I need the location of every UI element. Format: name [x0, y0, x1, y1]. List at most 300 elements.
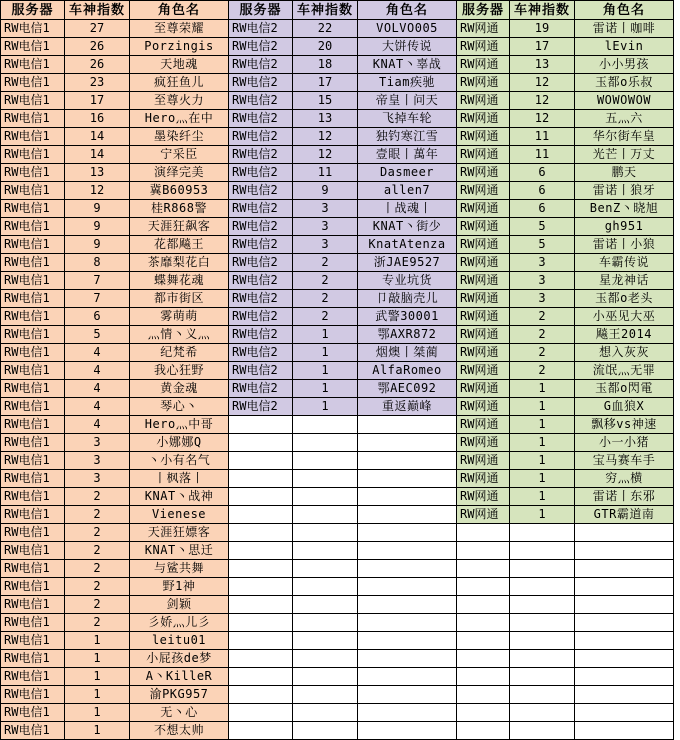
- empty-cell: [229, 542, 293, 560]
- server-cell: RW网通: [457, 362, 510, 380]
- server-cell: RW电信2: [229, 92, 293, 110]
- index-cell: 3: [293, 218, 358, 236]
- index-cell: 4: [65, 380, 130, 398]
- server-cell: RW电信1: [1, 632, 65, 650]
- server-cell: RW网通: [457, 56, 510, 74]
- index-cell: 1: [65, 722, 130, 740]
- server-cell: RW电信2: [229, 128, 293, 146]
- index-cell: 2: [65, 506, 130, 524]
- table-row: [1, 524, 674, 542]
- server-cell: RW电信1: [1, 578, 65, 596]
- empty-cell: [575, 632, 674, 650]
- table-row: [1, 326, 674, 344]
- table-row: [1, 236, 674, 254]
- index-cell: 1: [510, 488, 575, 506]
- empty-cell: [575, 524, 674, 542]
- header-server: 服务器: [457, 1, 510, 20]
- empty-cell: [358, 560, 457, 578]
- table-row: [1, 506, 674, 524]
- server-cell: RW电信2: [229, 326, 293, 344]
- empty-cell: [358, 650, 457, 668]
- table-row: [1, 452, 674, 470]
- table-row: [1, 290, 674, 308]
- empty-cell: [293, 542, 358, 560]
- name-cell: 穷灬横: [575, 470, 674, 488]
- name-cell: Hero灬中哥: [130, 416, 229, 434]
- index-cell: 3: [510, 254, 575, 272]
- empty-cell: [229, 668, 293, 686]
- empty-cell: [510, 686, 575, 704]
- table-row: [1, 596, 674, 614]
- name-cell: 雾萌萌: [130, 308, 229, 326]
- name-cell: KNAT丶战神: [130, 488, 229, 506]
- server-cell: RW电信2: [229, 308, 293, 326]
- table-row: [1, 578, 674, 596]
- table-row: [1, 128, 674, 146]
- empty-cell: [293, 650, 358, 668]
- name-cell: 飚王2014: [575, 326, 674, 344]
- empty-cell: [229, 524, 293, 542]
- server-cell: RW电信1: [1, 470, 65, 488]
- empty-cell: [229, 470, 293, 488]
- index-cell: 1: [65, 650, 130, 668]
- server-cell: RW网通: [457, 470, 510, 488]
- index-cell: 6: [510, 200, 575, 218]
- table-row: [1, 722, 674, 740]
- index-cell: 2: [293, 308, 358, 326]
- server-cell: RW电信1: [1, 506, 65, 524]
- name-cell: 丶小有名气: [130, 452, 229, 470]
- server-cell: RW电信1: [1, 164, 65, 182]
- index-cell: 1: [293, 380, 358, 398]
- name-cell: 不想太帅: [130, 722, 229, 740]
- server-cell: RW电信2: [229, 164, 293, 182]
- server-cell: RW电信1: [1, 704, 65, 722]
- index-cell: 12: [510, 74, 575, 92]
- index-cell: 17: [65, 92, 130, 110]
- name-cell: lEvin: [575, 38, 674, 56]
- server-cell: RW电信1: [1, 308, 65, 326]
- name-cell: WOWOWOW: [575, 92, 674, 110]
- empty-cell: [358, 542, 457, 560]
- empty-cell: [358, 614, 457, 632]
- table-row: [1, 704, 674, 722]
- empty-cell: [575, 614, 674, 632]
- server-cell: RW电信1: [1, 668, 65, 686]
- empty-cell: [229, 722, 293, 740]
- server-cell: RW网通: [457, 506, 510, 524]
- empty-cell: [575, 722, 674, 740]
- empty-cell: [575, 596, 674, 614]
- index-cell: 13: [65, 164, 130, 182]
- empty-cell: [293, 686, 358, 704]
- empty-cell: [293, 560, 358, 578]
- empty-cell: [229, 578, 293, 596]
- index-cell: 4: [65, 344, 130, 362]
- empty-cell: [229, 686, 293, 704]
- empty-cell: [293, 632, 358, 650]
- name-cell: leitu01: [130, 632, 229, 650]
- empty-cell: [457, 668, 510, 686]
- server-cell: RW电信1: [1, 416, 65, 434]
- index-cell: 12: [65, 182, 130, 200]
- empty-cell: [358, 434, 457, 452]
- empty-cell: [510, 668, 575, 686]
- table-row: [1, 38, 674, 56]
- name-cell: 墨染纤尘: [130, 128, 229, 146]
- empty-cell: [457, 524, 510, 542]
- name-cell: 小屁孩de梦: [130, 650, 229, 668]
- index-cell: 3: [65, 452, 130, 470]
- index-cell: 1: [293, 362, 358, 380]
- server-cell: RW电信1: [1, 542, 65, 560]
- index-cell: 1: [65, 704, 130, 722]
- server-cell: RW电信1: [1, 398, 65, 416]
- empty-cell: [575, 686, 674, 704]
- index-cell: 26: [65, 38, 130, 56]
- name-cell: 都市街区: [130, 290, 229, 308]
- table-row: [1, 164, 674, 182]
- name-cell: 至尊荣耀: [130, 20, 229, 38]
- name-cell: 星龙神话: [575, 272, 674, 290]
- empty-cell: [457, 596, 510, 614]
- server-cell: RW电信1: [1, 236, 65, 254]
- server-cell: RW电信1: [1, 722, 65, 740]
- name-cell: 小巫见大巫: [575, 308, 674, 326]
- name-cell: 茶靡梨花白: [130, 254, 229, 272]
- server-cell: RW电信1: [1, 614, 65, 632]
- index-cell: 9: [65, 218, 130, 236]
- table-row: [1, 380, 674, 398]
- server-cell: RW网通: [457, 434, 510, 452]
- index-cell: 8: [65, 254, 130, 272]
- index-cell: 3: [510, 272, 575, 290]
- index-cell: 2: [65, 524, 130, 542]
- index-cell: 2: [510, 344, 575, 362]
- name-cell: 流氓灬无罪: [575, 362, 674, 380]
- table-row: [1, 182, 674, 200]
- index-cell: 2: [65, 596, 130, 614]
- index-cell: 12: [510, 110, 575, 128]
- index-cell: 9: [293, 182, 358, 200]
- index-cell: 9: [65, 236, 130, 254]
- empty-cell: [229, 596, 293, 614]
- server-cell: RW电信2: [229, 380, 293, 398]
- index-cell: 1: [510, 398, 575, 416]
- server-cell: RW网通: [457, 20, 510, 38]
- index-cell: 1: [510, 416, 575, 434]
- index-cell: 7: [65, 290, 130, 308]
- index-cell: 2: [293, 272, 358, 290]
- index-cell: 17: [293, 74, 358, 92]
- server-cell: RW网通: [457, 254, 510, 272]
- server-cell: RW电信1: [1, 146, 65, 164]
- empty-cell: [229, 560, 293, 578]
- server-cell: RW网通: [457, 488, 510, 506]
- index-cell: 1: [510, 434, 575, 452]
- server-cell: RW网通: [457, 74, 510, 92]
- empty-cell: [358, 704, 457, 722]
- server-cell: RW电信1: [1, 434, 65, 452]
- name-cell: gh951: [575, 218, 674, 236]
- empty-cell: [457, 722, 510, 740]
- table-row: [1, 20, 674, 38]
- name-cell: GTR霸道南: [575, 506, 674, 524]
- name-cell: 雷诺丨东邪: [575, 488, 674, 506]
- name-cell: A丶KilleR: [130, 668, 229, 686]
- server-cell: RW网通: [457, 128, 510, 146]
- name-cell: 玉都o老头: [575, 290, 674, 308]
- name-cell: 天涯狂飙客: [130, 218, 229, 236]
- name-cell: 雷诺丨咖啡: [575, 20, 674, 38]
- table-row: [1, 398, 674, 416]
- index-cell: 19: [510, 20, 575, 38]
- server-cell: RW电信2: [229, 398, 293, 416]
- table-row: [1, 470, 674, 488]
- table-row: [1, 218, 674, 236]
- name-cell: 花都飚王: [130, 236, 229, 254]
- index-cell: 14: [65, 128, 130, 146]
- index-cell: 1: [65, 632, 130, 650]
- name-cell: 专业坑货: [358, 272, 457, 290]
- server-cell: RW电信2: [229, 110, 293, 128]
- name-cell: 黄金魂: [130, 380, 229, 398]
- name-cell: 琴心丶: [130, 398, 229, 416]
- empty-cell: [510, 524, 575, 542]
- server-cell: RW网通: [457, 146, 510, 164]
- index-cell: 4: [65, 362, 130, 380]
- name-cell: 光芒丨万丈: [575, 146, 674, 164]
- name-cell: 雷诺丨狼牙: [575, 182, 674, 200]
- name-cell: 华尔街车皇: [575, 128, 674, 146]
- index-cell: 3: [65, 470, 130, 488]
- server-cell: RW网通: [457, 92, 510, 110]
- name-cell: 演绎完美: [130, 164, 229, 182]
- name-cell: 武警30001: [358, 308, 457, 326]
- name-cell: 桂R868警: [130, 200, 229, 218]
- server-cell: RW电信2: [229, 344, 293, 362]
- header-index: 车神指数: [510, 1, 575, 20]
- table-row: [1, 146, 674, 164]
- server-cell: RW电信1: [1, 380, 65, 398]
- index-cell: 15: [293, 92, 358, 110]
- header-name: 角色名: [575, 1, 674, 20]
- name-cell: 飘移vs神速: [575, 416, 674, 434]
- name-cell: Tiam疾驰: [358, 74, 457, 92]
- name-cell: 烟燠丨桀蔺: [358, 344, 457, 362]
- server-cell: RW电信1: [1, 182, 65, 200]
- table-row: [1, 308, 674, 326]
- empty-cell: [293, 434, 358, 452]
- name-cell: Porzingis: [130, 38, 229, 56]
- server-cell: RW电信2: [229, 362, 293, 380]
- empty-cell: [510, 722, 575, 740]
- table-row: [1, 542, 674, 560]
- index-cell: 3: [293, 200, 358, 218]
- empty-cell: [510, 614, 575, 632]
- index-cell: 1: [510, 380, 575, 398]
- server-cell: RW电信2: [229, 146, 293, 164]
- index-cell: 6: [510, 182, 575, 200]
- name-cell: 车霸传说: [575, 254, 674, 272]
- name-cell: 五灬六: [575, 110, 674, 128]
- index-cell: 2: [65, 488, 130, 506]
- name-cell: 雷诺丨小狼: [575, 236, 674, 254]
- name-cell: 蝶舞花魂: [130, 272, 229, 290]
- name-cell: 小小男孩: [575, 56, 674, 74]
- server-cell: RW网通: [457, 272, 510, 290]
- table-row: [1, 614, 674, 632]
- server-cell: RW电信1: [1, 452, 65, 470]
- empty-cell: [575, 560, 674, 578]
- empty-cell: [457, 704, 510, 722]
- index-cell: 6: [510, 164, 575, 182]
- empty-cell: [293, 614, 358, 632]
- name-cell: 鄂AXR872: [358, 326, 457, 344]
- name-cell: 野1神: [130, 578, 229, 596]
- name-cell: 丨战魂丨: [358, 200, 457, 218]
- server-cell: RW电信2: [229, 236, 293, 254]
- index-cell: 12: [510, 92, 575, 110]
- empty-cell: [358, 596, 457, 614]
- server-cell: RW电信1: [1, 254, 65, 272]
- name-cell: KNAT丶思迁: [130, 542, 229, 560]
- index-cell: 5: [510, 236, 575, 254]
- empty-cell: [358, 722, 457, 740]
- empty-cell: [293, 524, 358, 542]
- server-cell: RW电信1: [1, 326, 65, 344]
- index-cell: 2: [510, 362, 575, 380]
- header-name: 角色名: [358, 1, 457, 20]
- empty-cell: [457, 686, 510, 704]
- empty-cell: [358, 488, 457, 506]
- table-row: [1, 272, 674, 290]
- name-cell: 天地魂: [130, 56, 229, 74]
- name-cell: 丨枫落丨: [130, 470, 229, 488]
- server-cell: RW电信1: [1, 20, 65, 38]
- index-cell: 1: [293, 326, 358, 344]
- index-cell: 26: [65, 56, 130, 74]
- name-cell: 鹏天: [575, 164, 674, 182]
- index-cell: 12: [293, 146, 358, 164]
- table-row: [1, 650, 674, 668]
- empty-cell: [510, 542, 575, 560]
- server-cell: RW电信1: [1, 524, 65, 542]
- name-cell: VOLVO005: [358, 20, 457, 38]
- name-cell: 帝皇丨问天: [358, 92, 457, 110]
- server-cell: RW网通: [457, 110, 510, 128]
- empty-cell: [293, 722, 358, 740]
- header-server: 服务器: [229, 1, 293, 20]
- name-cell: 重返巅峰: [358, 398, 457, 416]
- server-cell: RW网通: [457, 164, 510, 182]
- server-cell: RW电信2: [229, 254, 293, 272]
- name-cell: 我心狂野: [130, 362, 229, 380]
- empty-cell: [293, 668, 358, 686]
- table-row: [1, 92, 674, 110]
- server-cell: RW电信1: [1, 362, 65, 380]
- empty-cell: [229, 488, 293, 506]
- table-row: [1, 110, 674, 128]
- empty-cell: [229, 416, 293, 434]
- server-cell: RW网通: [457, 380, 510, 398]
- name-cell: 无丶心: [130, 704, 229, 722]
- index-cell: 1: [510, 452, 575, 470]
- index-cell: 2: [510, 308, 575, 326]
- server-cell: RW网通: [457, 218, 510, 236]
- index-cell: 5: [510, 218, 575, 236]
- server-cell: RW电信2: [229, 38, 293, 56]
- table-row: [1, 434, 674, 452]
- name-cell: AlfaRomeo: [358, 362, 457, 380]
- name-cell: G血狼X: [575, 398, 674, 416]
- index-cell: 12: [293, 128, 358, 146]
- name-cell: KNAT丶辜战: [358, 56, 457, 74]
- name-cell: 飞掉车轮: [358, 110, 457, 128]
- empty-cell: [575, 542, 674, 560]
- empty-cell: [358, 416, 457, 434]
- name-cell: BenZ丶晓旭: [575, 200, 674, 218]
- name-cell: allen7: [358, 182, 457, 200]
- index-cell: 20: [293, 38, 358, 56]
- server-cell: RW电信1: [1, 272, 65, 290]
- index-cell: 4: [65, 398, 130, 416]
- index-cell: 1: [65, 668, 130, 686]
- empty-cell: [293, 470, 358, 488]
- index-cell: 23: [65, 74, 130, 92]
- server-cell: RW电信2: [229, 290, 293, 308]
- index-cell: 1: [510, 506, 575, 524]
- index-cell: 14: [65, 146, 130, 164]
- name-cell: 玉都o乐叔: [575, 74, 674, 92]
- server-cell: RW电信1: [1, 344, 65, 362]
- empty-cell: [510, 632, 575, 650]
- server-cell: RW网通: [457, 326, 510, 344]
- empty-cell: [510, 704, 575, 722]
- index-cell: 16: [65, 110, 130, 128]
- name-cell: 大饼传说: [358, 38, 457, 56]
- empty-cell: [457, 632, 510, 650]
- empty-cell: [358, 524, 457, 542]
- name-cell: 壹眼丨萬年: [358, 146, 457, 164]
- header-row: [1, 1, 674, 20]
- server-cell: RW电信1: [1, 290, 65, 308]
- name-cell: KNAT丶街少: [358, 218, 457, 236]
- server-cell: RW网通: [457, 200, 510, 218]
- index-cell: 2: [65, 560, 130, 578]
- name-cell: 冀B60953: [130, 182, 229, 200]
- server-cell: RW网通: [457, 398, 510, 416]
- server-cell: RW电信1: [1, 74, 65, 92]
- table-row: [1, 200, 674, 218]
- index-cell: 18: [293, 56, 358, 74]
- name-cell: Vienese: [130, 506, 229, 524]
- name-cell: KnatAtenza: [358, 236, 457, 254]
- server-cell: RW网通: [457, 236, 510, 254]
- table-row: [1, 686, 674, 704]
- sheet-body: [1, 1, 674, 740]
- name-cell: 剑颖: [130, 596, 229, 614]
- empty-cell: [358, 506, 457, 524]
- name-cell: 纪梵希: [130, 344, 229, 362]
- empty-cell: [457, 560, 510, 578]
- empty-cell: [229, 434, 293, 452]
- index-cell: 13: [293, 110, 358, 128]
- name-cell: 玉都o閃電: [575, 380, 674, 398]
- name-cell: 宝马赛车手: [575, 452, 674, 470]
- index-cell: 6: [65, 308, 130, 326]
- table-row: [1, 254, 674, 272]
